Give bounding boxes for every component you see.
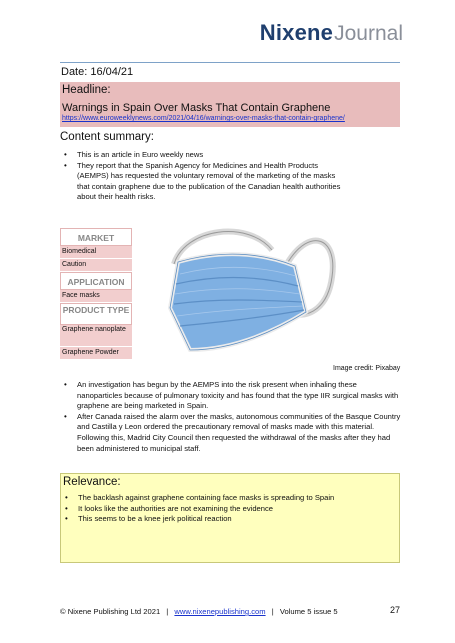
summary-list [60,150,346,203]
application-item: Face masks [60,290,132,303]
list-item: • An investigation has begun by the AEMPS into the risk present when inhaling these nanoparticles because of pulmonary toxicity and has found that the type IIR surgical masks with graphene are being marketed in Spain. [60,380,404,412]
surgical-mask-icon [160,222,338,364]
logo-name: Nixene [259,20,334,45]
list-item: • This seems to be a knee jerk political reaction [61,514,391,525]
headline-label: Headline: [62,84,111,96]
footer-copyright: © Nixene Publishing Ltd 2021 [60,607,161,616]
product-type-item: Graphene Powder [60,347,132,360]
market-item: Caution [60,259,132,272]
top-divider [60,62,400,63]
content-summary-label: Content summary: [60,131,154,143]
product-type-item: Graphene nanoplate [60,325,132,347]
footer-separator: | [271,607,274,616]
product-type-header: PRODUCT TYPE [60,303,132,325]
headline-box [60,82,400,127]
relevance-list [61,493,391,525]
market-item: Biomedical [60,246,132,259]
details-list [60,380,404,454]
relevance-box [60,473,400,563]
footer-volume: Volume 5 issue 5 [279,607,338,616]
headline-text: Warnings in Spain Over Masks That Contain Graphene [62,102,331,114]
list-item: • After Canada raised the alarm over the masks, autonomous communities of the Basque Country and Castilla y Leon ordered the precautionary removal of masks made with this material. Following this, Madrid City Council then requested the withdrawal of the masks after they had been administered to municipal staff. [60,412,404,454]
relevance-label: Relevance: [63,476,121,488]
article-url-link[interactable]: https://www.euroweeklynews.com/2021/04/16/warnings-over-masks-that-contain-graphene/ [62,115,345,122]
page-number: 27 [390,605,401,615]
footer-website-link[interactable]: www.nixenepublishing.com [174,607,266,616]
market-header: MARKET [60,228,132,246]
list-item: • It looks like the authorities are not examining the evidence [61,504,391,515]
list-item: • This is an article in Euro weekly news [60,150,346,161]
article-date: Date: 16/04/21 [61,66,134,78]
list-item: • They report that the Spanish Agency for Medicines and Health Products (AEMPS) has requested the voluntary removal of the marketing of the masks that contain graphene due to the publication of the Canadian health authorities about their health risks. [60,161,346,203]
image-credit: Image credit: Pixabay [333,365,401,372]
logo-suffix: Journal [334,22,403,45]
page-footer [60,607,400,616]
application-header: APPLICATION [60,272,132,290]
classification-sidebar [60,228,132,360]
footer-separator: | [166,607,169,616]
nixene-journal-logo [260,22,403,44]
list-item: • The backlash against graphene containing face masks is spreading to Spain [61,493,391,504]
